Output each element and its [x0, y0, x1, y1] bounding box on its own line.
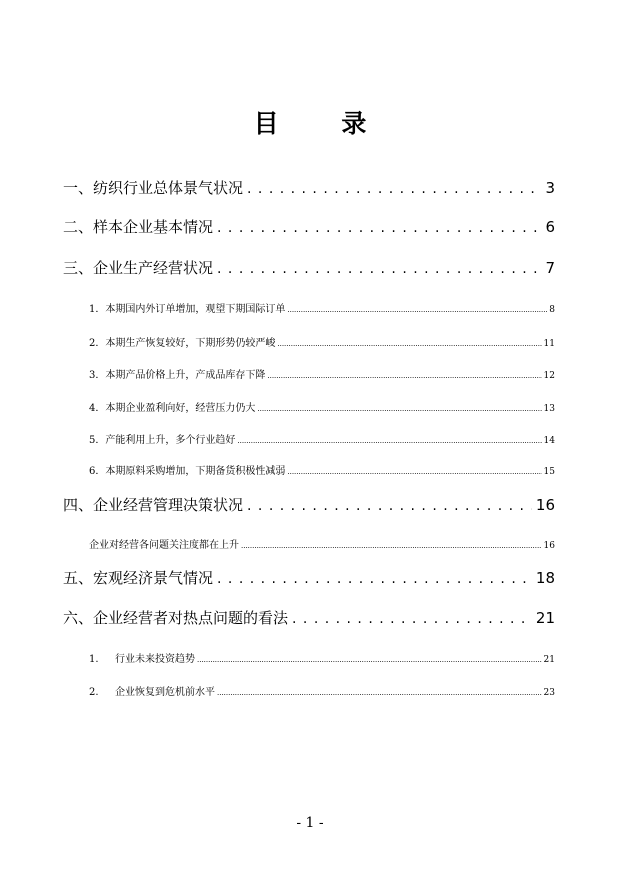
toc-subentry-text: 本期生产恢复较好，下期形势仍较严峻 — [105, 338, 276, 349]
toc-entry-label: 二、样本企业基本情况 — [63, 218, 214, 236]
toc-entry-page: 21 — [535, 609, 555, 627]
page-number: - 1 - — [296, 815, 324, 831]
toc-subentry-page: 13 — [543, 404, 555, 414]
toc-subentry-text: 本期产品价格上升，产成品库存下降 — [105, 370, 266, 381]
toc-subentry[interactable] — [89, 366, 555, 381]
toc-leader — [197, 654, 542, 665]
toc-subentry-label — [89, 399, 255, 414]
toc-subentry[interactable] — [89, 300, 555, 315]
toc-leader — [217, 687, 542, 698]
toc-subentry[interactable] — [89, 399, 555, 414]
toc-subentry-text: 行业未来投资趋势 — [115, 654, 195, 665]
toc-entry[interactable] — [63, 177, 555, 198]
toc-leader — [217, 569, 532, 587]
toc-subentry-label — [89, 366, 265, 381]
toc-leader — [267, 370, 541, 381]
toc-entry-label: 四、企业经营管理决策状况 — [63, 496, 244, 514]
toc-subentry-label — [89, 334, 275, 349]
toc-subentry-number: 1． — [89, 304, 106, 315]
toc-subentry-number: 2. — [89, 687, 99, 698]
toc-leader — [292, 609, 532, 627]
toc-subentry-label — [89, 300, 285, 315]
toc-subentry-page: 11 — [543, 339, 555, 349]
toc-subentry-text: 企业对经营各问题关注度都在上升 — [89, 540, 239, 551]
toc-entry-page: 16 — [535, 496, 555, 514]
toc-entry-label: 三、企业生产经营状况 — [63, 259, 214, 277]
toc-subentry-page: 8 — [549, 305, 555, 315]
toc-subentry-label — [89, 650, 195, 665]
toc-subentry-page: 21 — [543, 655, 555, 665]
toc-entry[interactable] — [63, 216, 555, 237]
toc-subentry-label — [89, 536, 239, 551]
toc-subentry[interactable] — [89, 536, 555, 551]
toc-subentry-page: 12 — [543, 371, 555, 381]
toc-subentry-label — [89, 431, 235, 446]
toc-leader — [241, 540, 542, 551]
toc-leader — [217, 218, 541, 236]
toc-leader — [287, 466, 541, 477]
toc-entry-label: 六、企业经营者对热点问题的看法 — [63, 609, 289, 627]
toc-subentry-label — [89, 683, 215, 698]
toc-subentry-page: 16 — [543, 541, 555, 551]
toc-subentry[interactable] — [89, 334, 555, 349]
toc-subentry-text: 企业恢复到危机前水平 — [115, 687, 215, 698]
toc-subentry[interactable] — [89, 431, 555, 446]
toc-entry[interactable] — [63, 494, 555, 515]
toc-leader — [217, 259, 541, 277]
toc-subentry-number: 2． — [89, 338, 106, 349]
toc-subentry-page: 14 — [543, 436, 555, 446]
toc-leader — [237, 435, 541, 446]
toc-entry[interactable] — [63, 607, 555, 628]
toc-subentry-text: 本期原料采购增加，下期备货积极性减弱 — [105, 466, 286, 477]
toc-subentry-page: 23 — [543, 688, 555, 698]
toc-subentry-number: 3． — [89, 370, 106, 381]
toc-subentry-text: 产能利用上升，多个行业趋好 — [105, 435, 236, 446]
toc-entry-page: 7 — [545, 259, 555, 277]
toc-subentry[interactable] — [89, 683, 555, 698]
toc-leader — [257, 403, 541, 414]
toc-leader — [277, 338, 541, 349]
toc-title: 目 录 — [253, 109, 394, 138]
toc-entry-page: 6 — [545, 218, 555, 236]
toc-subentry-number: 6． — [89, 466, 106, 477]
toc-leader — [287, 304, 547, 315]
toc-subentry-number: 5． — [89, 435, 106, 446]
toc-entry[interactable] — [63, 257, 555, 278]
toc-entry-label: 一、纺织行业总体景气状况 — [63, 179, 244, 197]
toc-subentry[interactable] — [89, 650, 555, 665]
toc-entry-page: 3 — [545, 179, 555, 197]
toc-entry[interactable] — [63, 567, 555, 588]
toc-subentry-label — [89, 462, 285, 477]
toc-subentry-text: 本期企业盈利向好，经营压力仍大 — [105, 403, 256, 414]
toc-subentry-text: 本期国内外订单增加，观望下期国际订单 — [105, 304, 286, 315]
toc-subentry-number: 1. — [89, 654, 99, 665]
toc-leader — [247, 496, 532, 514]
toc-subentry-page: 15 — [543, 467, 555, 477]
toc-subentry[interactable] — [89, 462, 555, 477]
toc-entry-page: 18 — [535, 569, 555, 587]
toc-subentry-number: 4． — [89, 403, 106, 414]
toc-leader — [247, 179, 541, 197]
toc-entry-label: 五、宏观经济景气情况 — [63, 569, 214, 587]
